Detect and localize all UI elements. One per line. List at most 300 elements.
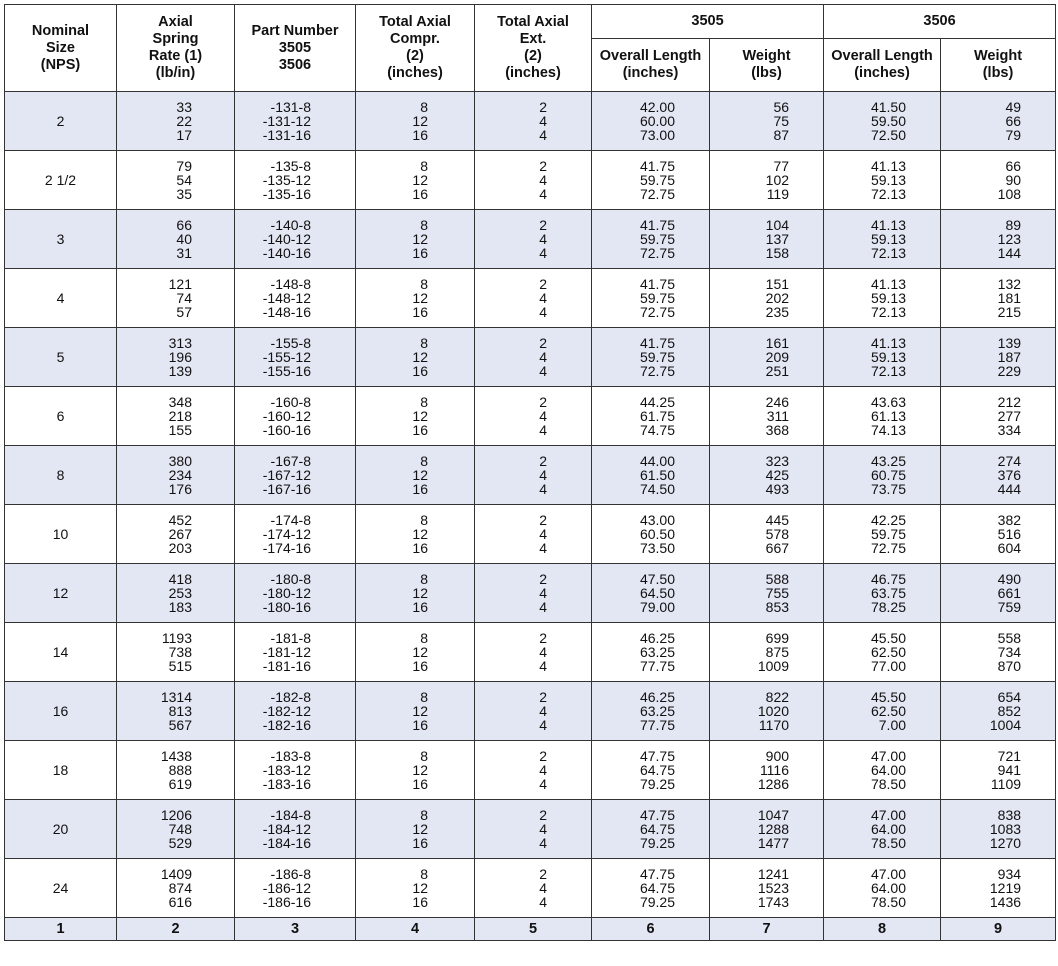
cell-value: 16: [412, 835, 428, 851]
overall-length-3506-cell: [824, 682, 941, 741]
table-row: [5, 623, 1056, 682]
compression-cell: [356, 387, 475, 446]
spring-rate-cell: [117, 210, 235, 269]
overall-length-3506-cell: [824, 269, 941, 328]
header-part-number: [235, 5, 356, 92]
cell-value: 16: [412, 540, 428, 556]
header-line: Ext.: [519, 31, 547, 47]
cell-value: -184-16: [262, 835, 311, 851]
header-3506-overall-length: [824, 39, 941, 92]
cell-value: 78.50: [870, 835, 907, 851]
header-3505-weight: [710, 39, 824, 92]
column-number-cell: 8: [824, 918, 941, 941]
overall-length-3505-cell: [592, 210, 710, 269]
header-line: Weight: [973, 48, 1023, 64]
cell-value: 4: [539, 658, 547, 674]
cell-value: 60.50: [639, 526, 675, 542]
cell-value: 368: [765, 422, 790, 438]
cell-value: 47.50: [639, 571, 675, 587]
cell-value: 64.00: [870, 762, 907, 778]
spring-rate-cell: [117, 446, 235, 505]
part-number-cell: [235, 859, 356, 918]
compression-cell: [356, 210, 475, 269]
cell-value: 1083: [989, 821, 1022, 837]
cell-value: -140-12: [262, 231, 311, 247]
cell-value: 813: [168, 703, 192, 719]
table-row: [5, 564, 1056, 623]
cell-value: -167-12: [262, 467, 311, 483]
cell-value: 59.13: [870, 172, 907, 188]
cell-value: 4: [539, 835, 547, 851]
part-number-cell: [235, 210, 356, 269]
weight-3505-cell: [710, 151, 824, 210]
cell-value: -183-8: [270, 748, 311, 764]
compression-cell: [356, 800, 475, 859]
cell-value: 59.13: [870, 290, 907, 306]
spring-rate-cell: [117, 682, 235, 741]
cell-value: 104: [765, 217, 790, 233]
cell-value: -155-16: [262, 363, 311, 379]
cell-value: 567: [168, 717, 192, 733]
cell-value: 874: [168, 880, 192, 896]
cell-value: -135-8: [270, 158, 311, 174]
cell-value: -131-8: [270, 99, 311, 115]
header-total-compression: [356, 5, 475, 92]
cell-value: 45.50: [870, 689, 907, 705]
cell-value: 1241: [757, 866, 790, 882]
cell-value: 578: [765, 526, 790, 542]
cell-value: 56: [773, 99, 790, 115]
overall-length-3505-cell: [592, 505, 710, 564]
cell-value: 1170: [758, 717, 790, 733]
cell-value: 61.13: [870, 408, 907, 424]
header-nominal-size: [5, 5, 117, 92]
weight-3505-cell: [710, 859, 824, 918]
weight-3506-cell: [941, 151, 1056, 210]
cell-value: 41.13: [870, 217, 907, 233]
compression-cell: [356, 269, 475, 328]
cell-value: 12: [412, 231, 428, 247]
cell-value: -135-12: [262, 172, 311, 188]
cell-value: 183: [168, 599, 192, 615]
header-line: (2): [524, 48, 542, 64]
cell-value: 334: [997, 422, 1022, 438]
overall-length-3505-cell: [592, 446, 710, 505]
header-line: (inches): [622, 65, 679, 81]
cell-value: 516: [997, 526, 1022, 542]
cell-value: 376: [997, 467, 1022, 483]
cell-value: -186-16: [262, 894, 311, 910]
cell-value: 380: [168, 453, 192, 469]
table-row: [5, 92, 1056, 151]
part-number-cell: [235, 505, 356, 564]
nominal-size-cell: 18: [5, 741, 117, 800]
weight-3505-cell: [710, 210, 824, 269]
cell-value: 382: [997, 512, 1022, 528]
cell-value: 41.50: [870, 99, 907, 115]
cell-value: -181-16: [262, 658, 311, 674]
cell-value: 1047: [757, 807, 790, 823]
extension-cell: [475, 387, 592, 446]
cell-value: 4: [539, 894, 547, 910]
spring-rate-cell: [117, 151, 235, 210]
cell-value: 452: [168, 512, 192, 528]
header-line: (NPS): [40, 56, 81, 73]
spring-rate-cell: [117, 505, 235, 564]
cell-value: 47.00: [870, 866, 907, 882]
cell-value: 72.13: [870, 363, 907, 379]
cell-value: 16: [412, 658, 428, 674]
cell-value: -182-8: [270, 689, 311, 705]
overall-length-3505-cell: [592, 92, 710, 151]
cell-value: 215: [997, 304, 1022, 320]
cell-value: 209: [765, 349, 790, 365]
cell-value: 8: [420, 394, 428, 410]
cell-value: -186-12: [262, 880, 311, 896]
cell-value: 1109: [990, 776, 1022, 792]
cell-value: 74.13: [870, 422, 907, 438]
header-line: Part Number: [251, 22, 339, 39]
cell-value: 132: [997, 276, 1022, 292]
cell-value: 66: [176, 217, 192, 233]
cell-value: 12: [412, 290, 428, 306]
table-body: [5, 92, 1056, 918]
cell-value: 661: [997, 585, 1022, 601]
cell-value: 619: [168, 776, 192, 792]
nominal-size-cell: 20: [5, 800, 117, 859]
cell-value: 40: [176, 231, 192, 247]
cell-value: 1286: [757, 776, 790, 792]
cell-value: 2: [539, 630, 547, 646]
cell-value: 8: [420, 807, 428, 823]
table-row: [5, 328, 1056, 387]
cell-value: 64.00: [870, 880, 907, 896]
cell-value: 2: [539, 394, 547, 410]
cell-value: -140-16: [262, 245, 311, 261]
cell-value: 64.00: [870, 821, 907, 837]
cell-value: 755: [765, 585, 790, 601]
spring-rate-cell: [117, 269, 235, 328]
cell-value: 4: [539, 599, 547, 615]
cell-value: 45.50: [870, 630, 907, 646]
cell-value: 72.75: [639, 363, 675, 379]
overall-length-3505-cell: [592, 564, 710, 623]
cell-value: 1409: [160, 866, 192, 882]
overall-length-3506-cell: [824, 564, 941, 623]
cell-value: 72.13: [870, 304, 907, 320]
cell-value: 1743: [757, 894, 790, 910]
cell-value: 64.75: [639, 762, 675, 778]
cell-value: 47.00: [870, 807, 907, 823]
cell-value: -135-16: [262, 186, 311, 202]
extension-cell: [475, 446, 592, 505]
cell-value: 42.00: [639, 99, 675, 115]
cell-value: 4: [539, 821, 547, 837]
cell-value: 144: [997, 245, 1022, 261]
cell-value: 64.75: [639, 880, 675, 896]
cell-value: 47.75: [639, 866, 675, 882]
cell-value: -167-8: [270, 453, 311, 469]
cell-value: 2: [539, 335, 547, 351]
cell-value: 8: [420, 866, 428, 882]
table-row: [5, 210, 1056, 269]
cell-value: 59.50: [870, 113, 907, 129]
header-line: Rate (1): [148, 48, 203, 64]
header-line: 3505: [278, 39, 312, 56]
cell-value: 64.50: [639, 585, 675, 601]
cell-value: 119: [766, 186, 790, 202]
cell-value: -181-12: [262, 644, 311, 660]
column-number-cell: 4: [356, 918, 475, 941]
cell-value: 79.00: [639, 599, 675, 615]
weight-3506-cell: [941, 800, 1056, 859]
weight-3506-cell: [941, 505, 1056, 564]
column-number-cell: 5: [475, 918, 592, 941]
cell-value: 66: [1005, 113, 1022, 129]
cell-value: 72.13: [870, 186, 907, 202]
cell-value: -180-16: [262, 599, 311, 615]
cell-value: 515: [168, 658, 192, 674]
cell-value: 22: [176, 113, 192, 129]
header-total-extension: [475, 5, 592, 92]
cell-value: -182-12: [262, 703, 311, 719]
cell-value: 60.00: [639, 113, 675, 129]
cell-value: 4: [539, 363, 547, 379]
cell-value: -131-16: [262, 127, 311, 143]
spring-rate-cell: [117, 328, 235, 387]
cell-value: 63.75: [870, 585, 907, 601]
cell-value: 4: [539, 349, 547, 365]
cell-value: 870: [997, 658, 1022, 674]
cell-value: 41.13: [870, 158, 907, 174]
cell-value: 8: [420, 158, 428, 174]
cell-value: 90: [1005, 172, 1022, 188]
header-line: 3506: [278, 56, 312, 73]
cell-value: 4: [539, 526, 547, 542]
spring-rate-cell: [117, 387, 235, 446]
header-line: (inches): [505, 65, 561, 81]
cell-value: 78.50: [870, 776, 907, 792]
cell-value: 44.25: [639, 394, 675, 410]
weight-3505-cell: [710, 387, 824, 446]
cell-value: 4: [539, 186, 547, 202]
header-line: (inches): [854, 65, 910, 81]
extension-cell: [475, 859, 592, 918]
table-row: [5, 505, 1056, 564]
cell-value: 63.25: [639, 703, 675, 719]
cell-value: 1288: [757, 821, 790, 837]
cell-value: 875: [765, 644, 790, 660]
cell-value: -155-12: [262, 349, 311, 365]
compression-cell: [356, 505, 475, 564]
compression-cell: [356, 682, 475, 741]
extension-cell: [475, 505, 592, 564]
cell-value: 4: [539, 304, 547, 320]
cell-value: 12: [412, 762, 428, 778]
cell-value: 59.75: [639, 349, 675, 365]
cell-value: 12: [412, 172, 428, 188]
weight-3505-cell: [710, 564, 824, 623]
cell-value: 17: [176, 127, 192, 143]
cell-value: 66: [1005, 158, 1022, 174]
overall-length-3505-cell: [592, 741, 710, 800]
cell-value: 78.50: [870, 894, 907, 910]
cell-value: 604: [997, 540, 1022, 556]
weight-3505-cell: [710, 269, 824, 328]
cell-value: 4: [539, 172, 547, 188]
cell-value: 251: [765, 363, 790, 379]
compression-cell: [356, 741, 475, 800]
weight-3505-cell: [710, 92, 824, 151]
table-row: [5, 446, 1056, 505]
cell-value: 1219: [989, 880, 1022, 896]
cell-value: 2: [539, 512, 547, 528]
spring-rate-cell: [117, 800, 235, 859]
cell-value: 123: [997, 231, 1022, 247]
weight-3506-cell: [941, 210, 1056, 269]
nominal-size-cell: 8: [5, 446, 117, 505]
cell-value: 73.75: [870, 481, 907, 497]
extension-cell: [475, 564, 592, 623]
cell-value: 62.50: [870, 703, 907, 719]
cell-value: 444: [997, 481, 1022, 497]
cell-value: 4: [539, 880, 547, 896]
part-number-cell: [235, 92, 356, 151]
cell-value: 64.75: [639, 821, 675, 837]
spring-rate-cell: [117, 623, 235, 682]
cell-value: 822: [765, 689, 790, 705]
cell-value: 2: [539, 158, 547, 174]
cell-value: 59.75: [639, 290, 675, 306]
cell-value: 425: [765, 467, 790, 483]
cell-value: 4: [539, 703, 547, 719]
cell-value: 16: [412, 717, 428, 733]
header-line: Weight: [742, 48, 791, 64]
cell-value: 323: [765, 453, 790, 469]
cell-value: 4: [539, 422, 547, 438]
overall-length-3505-cell: [592, 623, 710, 682]
cell-value: 229: [997, 363, 1022, 379]
header-group-3506: 3506: [824, 5, 1056, 39]
cell-value: 12: [412, 880, 428, 896]
cell-value: 43.00: [639, 512, 675, 528]
header-line: (inches): [387, 65, 443, 81]
cell-value: 588: [765, 571, 790, 587]
cell-value: -155-8: [270, 335, 311, 351]
cell-value: 41.13: [870, 335, 907, 351]
weight-3505-cell: [710, 741, 824, 800]
cell-value: 16: [412, 422, 428, 438]
cell-value: 72.75: [870, 540, 907, 556]
cell-value: 41.75: [639, 158, 675, 174]
cell-value: 59.75: [870, 526, 907, 542]
weight-3506-cell: [941, 623, 1056, 682]
weight-3506-cell: [941, 269, 1056, 328]
cell-value: 738: [168, 644, 192, 660]
nominal-size-cell: 6: [5, 387, 117, 446]
cell-value: 12: [412, 349, 428, 365]
header-line: Spring: [152, 31, 199, 47]
cell-value: 72.75: [639, 245, 675, 261]
overall-length-3506-cell: [824, 741, 941, 800]
cell-value: 42.25: [870, 512, 907, 528]
nominal-size-cell: 2: [5, 92, 117, 151]
cell-value: 12: [412, 467, 428, 483]
part-number-cell: [235, 800, 356, 859]
spring-rate-cell: [117, 92, 235, 151]
cell-value: 43.63: [870, 394, 907, 410]
extension-cell: [475, 269, 592, 328]
overall-length-3505-cell: [592, 151, 710, 210]
cell-value: 2: [539, 807, 547, 823]
extension-cell: [475, 151, 592, 210]
cell-value: 8: [420, 512, 428, 528]
weight-3505-cell: [710, 505, 824, 564]
cell-value: 196: [168, 349, 192, 365]
nominal-size-cell: 3: [5, 210, 117, 269]
cell-value: 12: [412, 408, 428, 424]
cell-value: 137: [765, 231, 790, 247]
overall-length-3506-cell: [824, 210, 941, 269]
cell-value: -184-8: [270, 807, 311, 823]
nominal-size-cell: 10: [5, 505, 117, 564]
cell-value: 158: [765, 245, 790, 261]
header-line: (lb/in): [155, 65, 196, 81]
cell-value: 16: [412, 894, 428, 910]
cell-value: 4: [539, 762, 547, 778]
part-number-cell: [235, 387, 356, 446]
cell-value: 59.13: [870, 349, 907, 365]
nominal-size-cell: 12: [5, 564, 117, 623]
cell-value: -174-8: [270, 512, 311, 528]
cell-value: 87: [773, 127, 790, 143]
cell-value: 31: [176, 245, 192, 261]
cell-value: 1020: [757, 703, 790, 719]
overall-length-3506-cell: [824, 387, 941, 446]
nominal-size-cell: 16: [5, 682, 117, 741]
cell-value: 77.00: [870, 658, 907, 674]
cell-value: 4: [539, 585, 547, 601]
table-row: [5, 859, 1056, 918]
cell-value: 934: [997, 866, 1022, 882]
cell-value: 16: [412, 599, 428, 615]
cell-value: 1270: [989, 835, 1022, 851]
cell-value: -160-8: [270, 394, 311, 410]
table-row: [5, 800, 1056, 859]
cell-value: -183-16: [262, 776, 311, 792]
cell-value: 8: [420, 276, 428, 292]
compression-cell: [356, 564, 475, 623]
cell-value: -148-12: [262, 290, 311, 306]
cell-value: 79: [1005, 127, 1022, 143]
cell-value: 2: [539, 217, 547, 233]
cell-value: 4: [539, 776, 547, 792]
cell-value: 1436: [989, 894, 1022, 910]
cell-value: 7.00: [878, 717, 907, 733]
cell-value: 74.75: [639, 422, 675, 438]
cell-value: 4: [539, 717, 547, 733]
cell-value: 176: [168, 481, 192, 497]
cell-value: 8: [420, 217, 428, 233]
weight-3506-cell: [941, 741, 1056, 800]
cell-value: 246: [765, 394, 790, 410]
overall-length-3506-cell: [824, 505, 941, 564]
header-line: Axial: [158, 14, 193, 30]
cell-value: 218: [168, 408, 192, 424]
header-group-3505: 3505: [592, 5, 824, 39]
cell-value: 616: [168, 894, 192, 910]
cell-value: 759: [997, 599, 1022, 615]
